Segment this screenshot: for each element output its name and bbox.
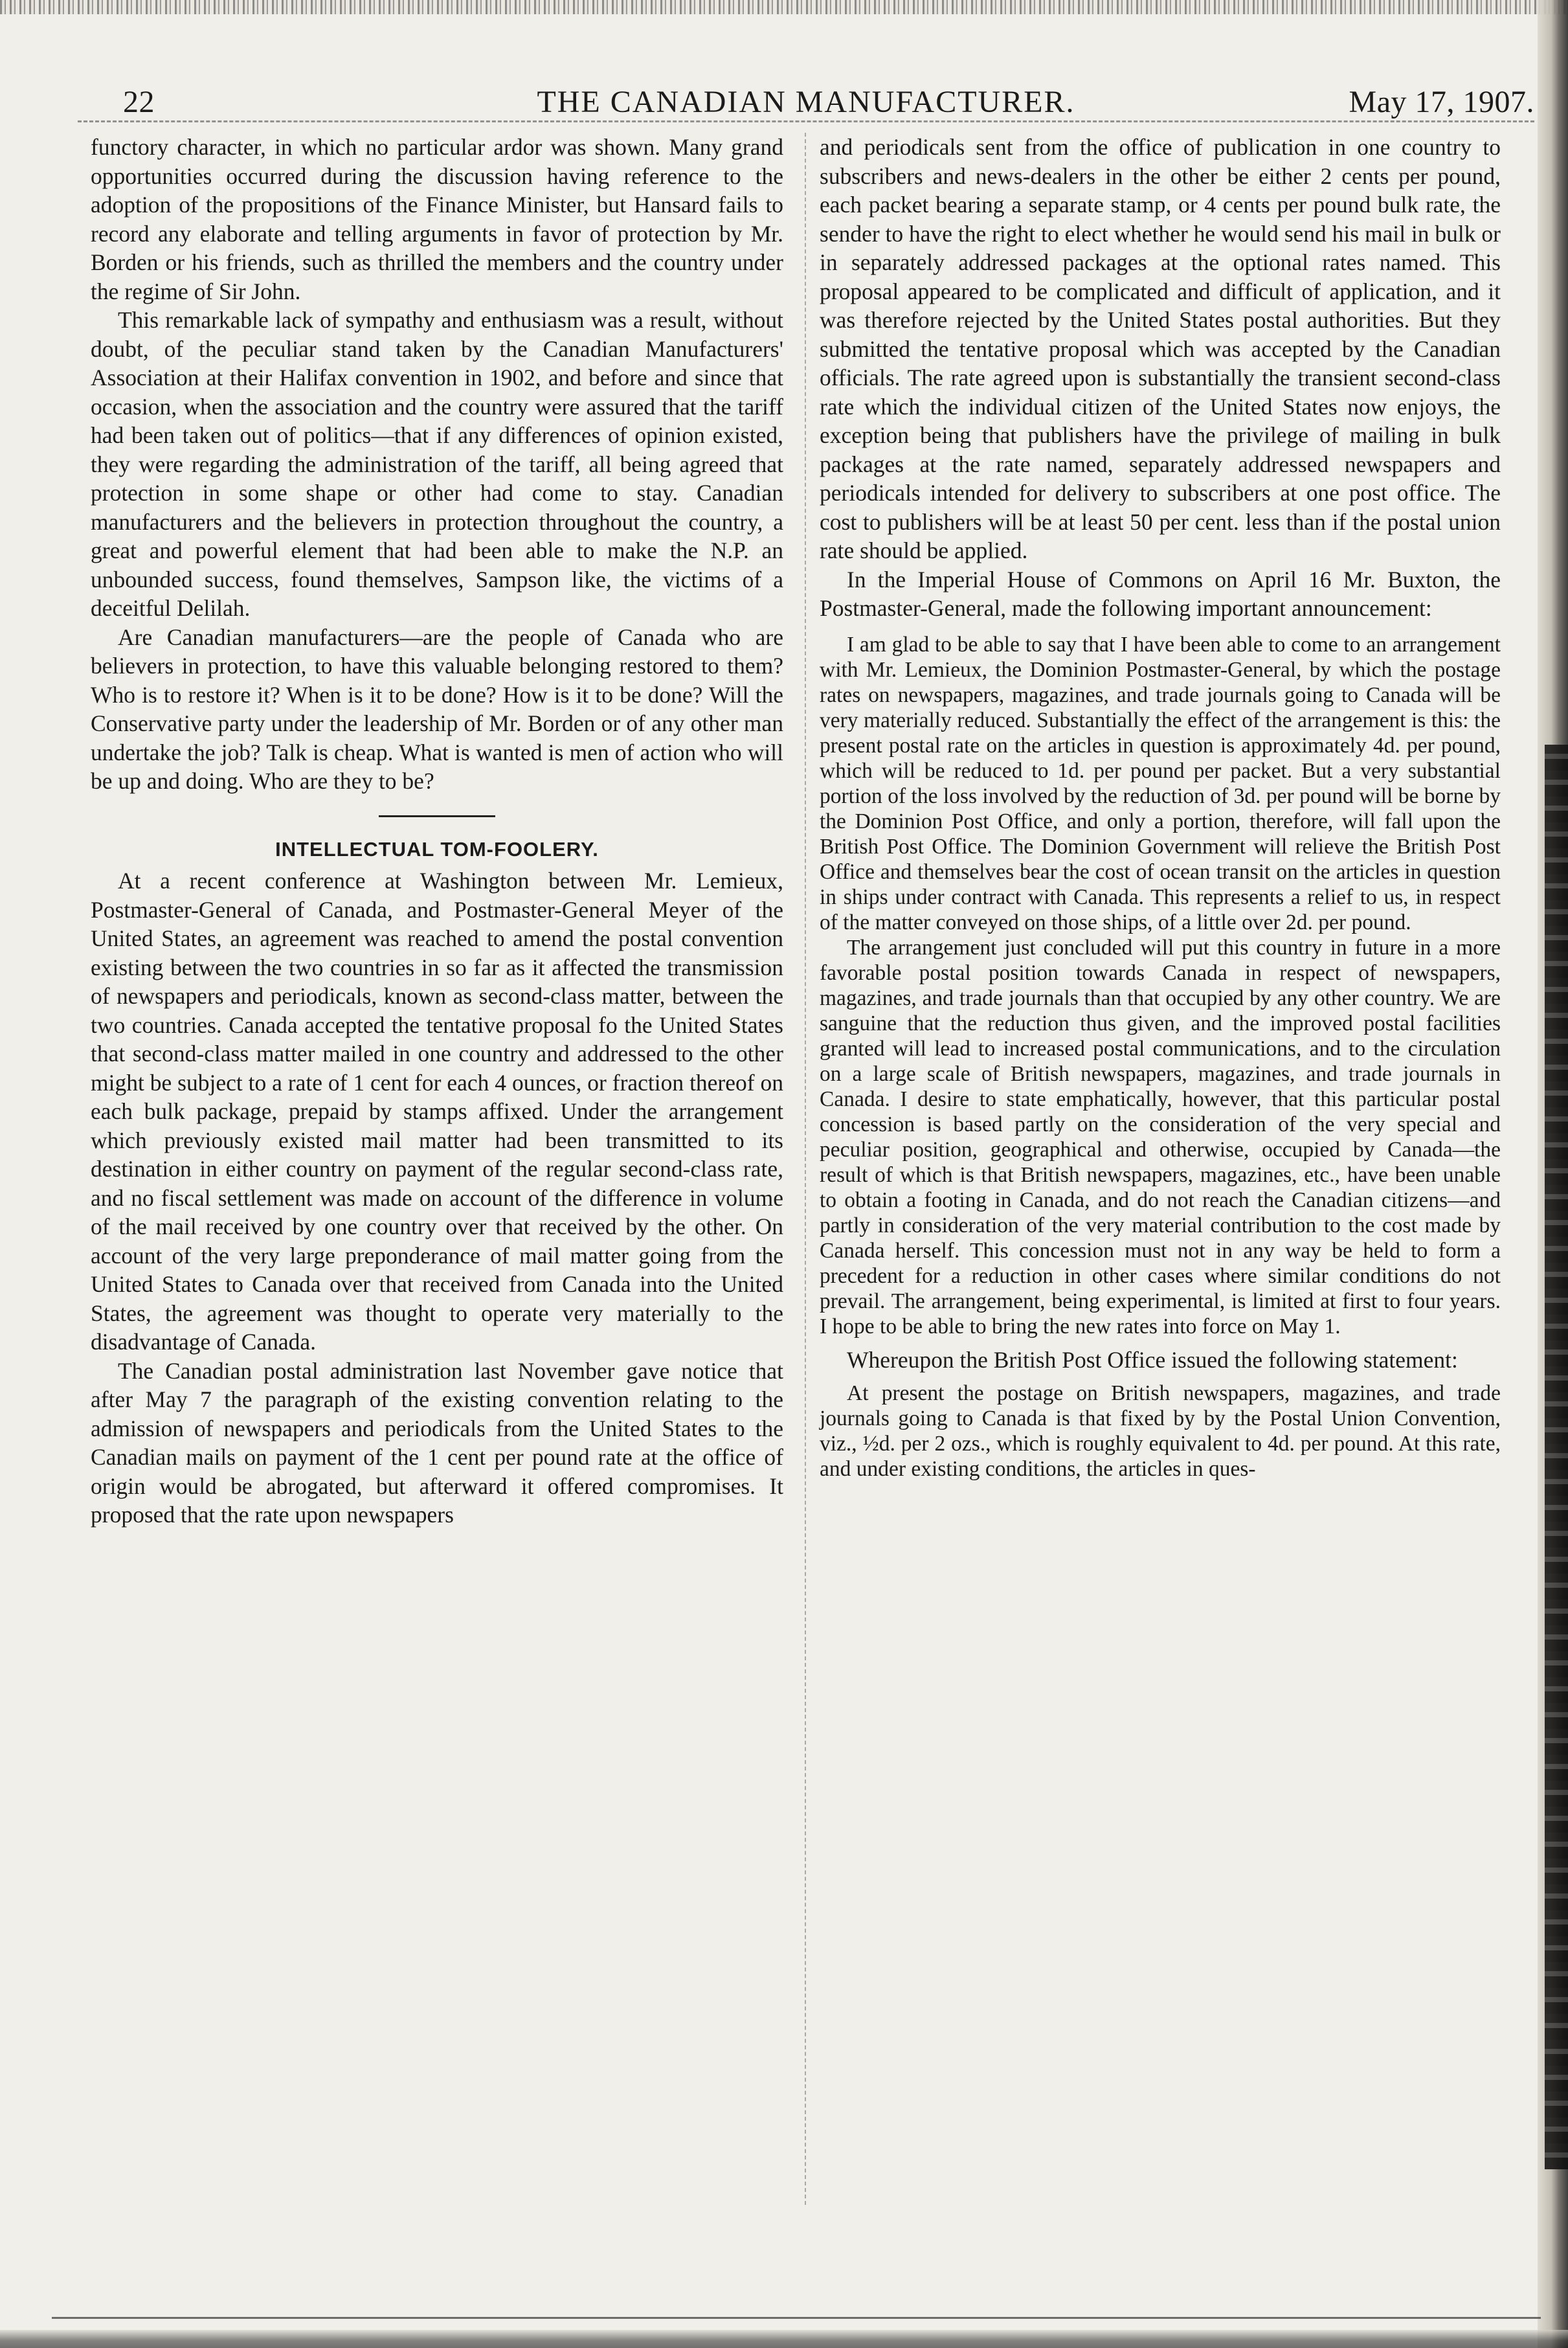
scan-top-edge bbox=[0, 0, 1568, 14]
section-divider bbox=[379, 815, 495, 817]
page-header bbox=[78, 76, 1534, 122]
paragraph: Are Canadian manufacturers—are the people of Canada who are believers in protection, to have this valuable belonging restored to them? Who is to restore it? When is it to be done? How is it to be done? Will the Conservative party under the leadership of Mr. Borden or of any other man undertake the job? Talk is cheap. What is wanted is men of action who will be up and doing. Who are they to be? bbox=[91, 624, 783, 794]
paragraph: and periodicals sent from the office of publication in one country to subscribers and news-dealers in the other be either 2 cents per pound, each packet bearing a separate stamp, or 4 cents per pound bulk rate, the sender to have the right to elect whether he would send his mail in bulk or in separately addressed packages at the optional rates named. This proposal appeared to be complicated and difficult of application, and it was therefore rejected by the United States postal authorities. But they submitted the tentative proposal which was accepted by the Canadian officials. The rate agreed upon is substantially the transient second-class rate which the individual citizen of the United States now enjoys, the exception being that publishers have the privilege of mailing in bulk packages at the rate named, separately addressed newspapers and periodicals intended for delivery to subscribers at one post office. The cost to publishers will be at least 50 per cent. less than if the postal union rate should be applied. bbox=[820, 134, 1501, 563]
quoted-paragraph: The arrangement just concluded will put this country in future in a more favorable postal position towards Canada in respect of newspapers, magazines, and trade journals than that occupied by any other country. We are sanguine that the reduction thus given, and the improved postal facilities granted will lead to increased postal communications, and to the circulation on a large scale of British newspapers, magazines, and trade journals in Canada. I desire to state emphatically, however, that this particular postal concession is based partly on the consideration of the very special and peculiar position, geographical and otherwise, occupied by Canada—the result of which is that British newspapers, magazines, etc., have been unable to obtain a footing in Canada, and do not reach the Canadian citizens—and partly in consideration of the very material contribution to the cost made by Canada herself. This concession must not in any way be held to form a precedent for a reduction in other cases where similar conditions do not prevail. The arrangement, being experimental, is limited at first to four years. I hope to be able to bring the new rates into force on May 1. bbox=[820, 935, 1501, 1338]
scan-binding-shadow bbox=[1545, 745, 1568, 2169]
issue-date: May 17, 1907. bbox=[1349, 85, 1534, 119]
paragraph: functory character, in which no particular ardor was shown. Many grand opportunities occurred during the discussion having reference to the adoption of the propositions of the Finance Minister, but Hansard fails to record any elaborate and telling arguments in favor of protection by Mr. Borden or his friends, such as thrilled the members and the country under the regime of Sir John. bbox=[91, 134, 783, 304]
paragraph: Whereupon the British Post Office issued the following statement: bbox=[847, 1346, 1458, 1373]
header-rule bbox=[78, 120, 1534, 122]
paragraph: The Canadian postal administration last November gave notice that after May 7 the paragraph of the existing convention relating to the admission of newspapers and periodicals from the United States to the Canadian mails on payment of the 1 cent per pound rate at the office of origin would be abrogated, but afterward it offered compromises. It proposed that the rate upon newspapers bbox=[91, 1357, 783, 1528]
column-divider bbox=[805, 133, 806, 2205]
quoted-paragraph: I am glad to be able to say that I have been able to come to an arrangement with Mr. Lemieux, the Dominion Postmaster-General, by which the postage rates on newspapers, magazines, and trade journals going to Canada will be very materially reduced. Substantially the effect of the arrangement is this: the present postal rate on the articles in question is approximately 4d. per pound, which will be reduced to 1d. per pound per packet. But a very substantial portion of the loss involved by the reduction of 3d. per pound will be borne by the Dominion Post Office, and only a portion, therefore, will fall upon the British Post Office. The Dominion Government will relieve the British Post Office and themselves bear the cost of ocean transit on the articles in question in ships under contract with Canada. This represents a relief to us, in respect of the matter conveyed on those ships, of a little over 2d. per pound. bbox=[820, 632, 1501, 934]
right-column bbox=[820, 133, 1501, 1482]
paragraph: This remarkable lack of sympathy and enthusiasm was a result, without doubt, of the peculiar stand taken by the Canadian Manufacturers' Association at their Halifax convention in 1902, and before and since that occasion, when the association and the country were assured that the tariff had been taken out of politics—that if any differences of opinion existed, they were regarding the administration of the tariff, all being agreed that protection in some shape or other had come to stay. Canadian manufacturers and the believers in protection throughout the country, a great and powerful element that had been able to make the N.P. an unbounded success, found themselves, Sampson like, the victims of a deceitful Delilah. bbox=[91, 307, 783, 621]
bottom-rule bbox=[52, 2317, 1541, 2319]
quoted-paragraph: At present the postage on British newspapers, magazines, and trade journals going to Canada is that fixed by by the Postal Union Convention, viz., ½d. per 2 ozs., which is roughly equivalent to 4d. per pound. At this rate, and under existing conditions, the articles in ques- bbox=[820, 1381, 1501, 1481]
section-heading: INTELLECTUAL TOM-FOOLERY. bbox=[275, 837, 599, 861]
left-column bbox=[91, 133, 783, 1530]
page-number: 22 bbox=[123, 85, 155, 119]
paragraph: At a recent conference at Washington between Mr. Lemieux, Postmaster-General of Canada, and Postmaster-General Meyer of the United States, an agreement was reached to amend the postal convention existing between the two countries in so far as it affected the transmission of newspapers and periodicals, known as second-class matter, between the two countries. Canada accepted the tentative proposal fo the United States that second-class matter mailed in one country and addressed to the other might be subject to a rate of 1 cent for each 4 ounces, or fraction thereof on each bulk package, prepaid by stamps affixed. Under the arrangement which previously existed mail matter had been transmitted to its destination in either country on payment of the regular second-class rate, and no fiscal settlement was made on account of the difference in volume of the mail received by one country over that received by the other. On account of the very large preponderance of mail matter going from the United States to Canada over that received from Canada into the United States, the agreement was thought to operate very materially to the disadvantage of Canada. bbox=[91, 868, 783, 1355]
paragraph: In the Imperial House of Commons on April 16 Mr. Buxton, the Postmaster-General, made the following important announcement: bbox=[820, 566, 1501, 621]
publication-title: THE CANADIAN MANUFACTURER. bbox=[537, 85, 1075, 119]
scan-bottom-edge bbox=[0, 2330, 1568, 2348]
